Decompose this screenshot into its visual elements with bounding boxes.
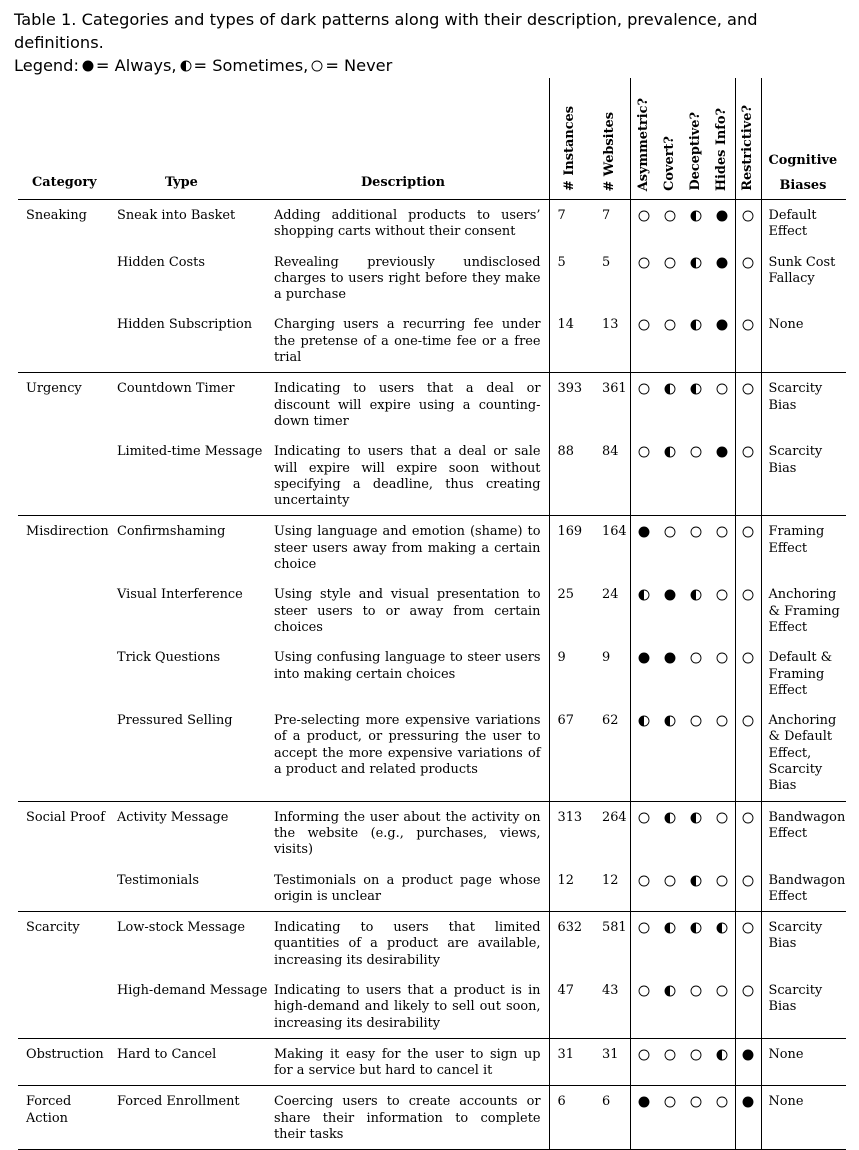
empty-circle-icon (742, 319, 754, 331)
empty-circle-icon (742, 210, 754, 222)
half-circle-icon (716, 922, 728, 934)
row-deceptive-never (683, 516, 709, 579)
table-row (18, 912, 846, 975)
row-instances: 9 (549, 642, 590, 705)
row-description: Charging users a recurring fee under the pretense of a one-time fee or a free trial (268, 309, 549, 372)
row-instances: 632 (549, 912, 590, 975)
row-hides-info-never (709, 975, 735, 1038)
row-restrictive-never (735, 642, 761, 705)
empty-circle-icon (638, 922, 650, 934)
empty-circle-icon (742, 812, 754, 824)
row-asymmetric-never (630, 247, 657, 310)
row-type: Trick Questions (117, 650, 221, 666)
row-cognitive-biases (761, 247, 846, 310)
half-circle-icon (638, 715, 650, 727)
row-restrictive-never (735, 436, 761, 516)
row-deceptive-never (683, 1038, 709, 1086)
header-covert: Covert? (657, 78, 683, 200)
row-cognitive-biases (761, 200, 846, 247)
row-biases-text: Bandwagon Effect (768, 809, 846, 841)
row-type: Testimonials (111, 865, 268, 912)
row-restrictive-never (735, 309, 761, 372)
empty-circle-icon (716, 652, 728, 664)
row-deceptive-never (683, 642, 709, 705)
header-hides-info: Hides Info? (709, 78, 735, 200)
row-hides-info-sometimes (709, 1038, 735, 1086)
row-biases-text: None (768, 317, 804, 333)
half-circle-icon (690, 383, 702, 395)
empty-circle-icon (664, 319, 676, 331)
row-biases-text: Framing Effect (768, 524, 825, 556)
empty-circle-icon (742, 526, 754, 538)
table-row (18, 1038, 846, 1086)
row-websites: 581 (590, 912, 630, 975)
row-type: Hidden Subscription (111, 309, 268, 372)
row-cognitive-biases (761, 1038, 846, 1086)
filled-circle-icon (638, 526, 650, 538)
row-deceptive-sometimes (683, 373, 709, 436)
row-covert-never (657, 309, 683, 372)
row-websites: 164 (590, 516, 630, 579)
filled-circle-icon (716, 257, 728, 269)
row-type: Forced Enrollment (111, 1086, 268, 1150)
filled-circle-icon (664, 589, 676, 601)
empty-circle-icon (664, 875, 676, 887)
row-asymmetric-never (630, 309, 657, 372)
half-circle-icon (664, 812, 676, 824)
row-restrictive-never (735, 865, 761, 912)
legend-never: = Never (325, 56, 393, 75)
empty-circle-icon (690, 1049, 702, 1061)
empty-circle-icon (742, 652, 754, 664)
row-websites: 13 (590, 309, 630, 372)
empty-circle-icon (742, 922, 754, 934)
table-row (18, 705, 846, 801)
empty-circle-icon (716, 1096, 728, 1108)
row-cognitive-biases (761, 975, 846, 1038)
empty-circle-icon (742, 875, 754, 887)
row-asymmetric-never (630, 373, 657, 436)
half-circle-icon (664, 383, 676, 395)
row-websites: 6 (590, 1086, 630, 1150)
legend-prefix: Legend: (14, 56, 79, 75)
row-category (18, 436, 111, 516)
row-biases-text: Sunk Cost Fallacy (768, 254, 836, 286)
row-category (18, 247, 111, 310)
empty-circle-icon (716, 812, 728, 824)
row-websites: 9 (602, 650, 611, 666)
row-category (18, 705, 111, 801)
row-deceptive-sometimes (683, 200, 709, 247)
filled-circle-icon (664, 652, 676, 664)
row-cognitive-biases (761, 642, 846, 705)
row-deceptive-never (683, 975, 709, 1038)
row-description: Making it easy for the user to sign up for a service but hard to cancel it (268, 1038, 549, 1086)
empty-circle-icon (664, 526, 676, 538)
row-description: Indicating to users that a deal or discount will expire using a counting-down timer (268, 373, 549, 436)
row-covert-never (657, 1086, 683, 1150)
empty-circle-icon (664, 210, 676, 222)
row-hides-info-sometimes (709, 912, 735, 975)
header-asymmetric: Asymmetric? (630, 78, 657, 200)
table-row (18, 642, 846, 705)
row-category: Obstruction (18, 1038, 111, 1086)
row-type: High-demand Message (111, 975, 268, 1038)
row-restrictive-never (735, 801, 761, 864)
row-instances: 5 (549, 247, 590, 310)
row-websites: 43 (590, 975, 630, 1038)
row-hides-info-never (709, 865, 735, 912)
row-covert-sometimes (657, 912, 683, 975)
empty-circle-icon (716, 985, 728, 997)
row-hides-info-never (709, 579, 735, 642)
row-description: Revealing previously undisclosed charges to users right before they make a purchase (274, 254, 541, 303)
row-deceptive-sometimes (683, 309, 709, 372)
row-instances: 313 (549, 801, 590, 864)
row-biases-text: Scarcity Bias (768, 982, 823, 1015)
half-circle-icon (690, 875, 702, 887)
table-row (18, 865, 846, 912)
row-deceptive-never (683, 436, 709, 516)
row-hides-info-never (709, 642, 735, 705)
empty-circle-icon (716, 526, 728, 538)
row-hides-info-always (709, 309, 735, 372)
row-covert-never (657, 200, 683, 247)
empty-circle-icon (742, 257, 754, 269)
table-row (18, 309, 846, 372)
row-asymmetric-sometimes (630, 705, 657, 801)
row-hides-info-always (709, 436, 735, 516)
row-category: Scarcity (18, 912, 111, 975)
row-deceptive-never (683, 705, 709, 801)
row-category (18, 309, 111, 372)
row-hides-info-always (709, 200, 735, 247)
row-asymmetric-never (630, 975, 657, 1038)
row-deceptive-sometimes (683, 912, 709, 975)
empty-circle-icon (638, 812, 650, 824)
filled-circle-icon (742, 1049, 754, 1061)
row-instances: 25 (549, 579, 590, 642)
caption-legend (14, 54, 850, 77)
half-circle-icon (690, 922, 702, 934)
row-asymmetric-never (630, 200, 657, 247)
row-websites: 31 (590, 1038, 630, 1086)
row-type: Limited-time Message (111, 436, 268, 516)
row-restrictive-never (735, 912, 761, 975)
row-description: Indicating to users that a product is in high-demand and likely to sell out soon, increasing its desirability (268, 975, 549, 1038)
filled-circle-icon (716, 210, 728, 222)
empty-circle-icon (638, 319, 650, 331)
row-cognitive-biases (761, 801, 846, 864)
empty-circle-icon (311, 60, 323, 72)
header-deceptive: Deceptive? (683, 78, 709, 200)
row-instances: 6 (549, 1086, 590, 1150)
row-cognitive-biases (761, 912, 846, 975)
row-asymmetric-always (630, 516, 657, 579)
half-circle-icon (180, 60, 192, 72)
row-biases-text: Bandwagon Effect (768, 872, 846, 904)
row-hides-info-never (709, 373, 735, 436)
row-asymmetric-sometimes (630, 579, 657, 642)
legend-always: = Always, (95, 56, 177, 75)
row-category (18, 975, 111, 1038)
table-row (18, 1086, 846, 1150)
empty-circle-icon (742, 446, 754, 458)
header-type: Type (111, 78, 268, 200)
empty-circle-icon (638, 875, 650, 887)
row-category (18, 579, 111, 642)
empty-circle-icon (742, 715, 754, 727)
half-circle-icon (716, 1049, 728, 1061)
table-row (18, 373, 846, 436)
row-asymmetric-never (630, 436, 657, 516)
row-restrictive-never (735, 200, 761, 247)
empty-circle-icon (690, 446, 702, 458)
row-covert-sometimes (657, 975, 683, 1038)
row-cognitive-biases (761, 1086, 846, 1150)
filled-circle-icon (742, 1096, 754, 1108)
row-covert-sometimes (657, 373, 683, 436)
row-hides-info-never (709, 516, 735, 579)
row-instances: 7 (549, 200, 590, 247)
table-row (18, 516, 846, 579)
row-hides-info-never (709, 1086, 735, 1150)
empty-circle-icon (638, 446, 650, 458)
row-cognitive-biases (761, 373, 846, 436)
row-category: Sneaking (18, 200, 111, 247)
row-category (18, 642, 111, 705)
half-circle-icon (690, 812, 702, 824)
row-covert-sometimes (657, 705, 683, 801)
row-covert-never (657, 516, 683, 579)
row-restrictive-never (735, 579, 761, 642)
row-instances: 169 (549, 516, 590, 579)
row-type: Activity Message (111, 801, 268, 864)
row-type: Countdown Timer (111, 373, 268, 436)
row-type: Pressured Selling (111, 705, 268, 801)
caption-title: Table 1. Categories and types of dark patterns along with their description, prevalence, and definitions. (14, 10, 758, 52)
empty-circle-icon (716, 875, 728, 887)
empty-circle-icon (690, 526, 702, 538)
row-websites: 12 (590, 865, 630, 912)
row-restrictive-never (735, 516, 761, 579)
row-restrictive-never (735, 247, 761, 310)
empty-circle-icon (638, 210, 650, 222)
row-category: Misdirection (18, 516, 111, 579)
row-description: Adding additional products to users’ shopping carts without their consent (268, 200, 549, 247)
row-biases-text: Default & Framing Effect (768, 650, 833, 698)
row-asymmetric-never (630, 1038, 657, 1086)
row-biases-text: Scarcity Bias (768, 920, 823, 952)
empty-circle-icon (664, 257, 676, 269)
row-websites: 264 (590, 801, 630, 864)
row-websites: 84 (590, 436, 630, 516)
row-asymmetric-never (630, 865, 657, 912)
row-description: Pre-selecting more expensive variations of a product, or pressuring the user to accept the more expensive variations of a product and related products (268, 705, 549, 801)
table-row (18, 579, 846, 642)
row-websites: 7 (590, 200, 630, 247)
header-category: Category (18, 78, 111, 200)
row-covert-never (657, 865, 683, 912)
filled-circle-icon (638, 652, 650, 664)
table-row (18, 801, 846, 864)
row-deceptive-sometimes (683, 865, 709, 912)
empty-circle-icon (716, 715, 728, 727)
half-circle-icon (664, 922, 676, 934)
row-restrictive-never (735, 373, 761, 436)
row-type: Confirmshaming (111, 516, 268, 579)
row-restrictive-never (735, 705, 761, 801)
row-covert-always (657, 642, 683, 705)
row-covert-never (657, 247, 683, 310)
row-description: Using language and emotion (shame) to steer users away from making a certain choice (268, 516, 549, 579)
header-instances: # Instances (549, 78, 590, 200)
half-circle-icon (690, 257, 702, 269)
row-description: Indicating to users that a deal or sale will expire will expire soon without specifying a deadline, thus creating uncertainty (268, 436, 549, 516)
table-caption (14, 8, 850, 77)
empty-circle-icon (664, 1049, 676, 1061)
row-category: Urgency (18, 373, 111, 436)
row-deceptive-sometimes (683, 247, 709, 310)
row-instances: 12 (549, 865, 590, 912)
header-description: Description (268, 78, 549, 200)
empty-circle-icon (742, 383, 754, 395)
row-cognitive-biases (761, 309, 846, 372)
row-instances: 14 (549, 309, 590, 372)
empty-circle-icon (690, 1096, 702, 1108)
empty-circle-icon (742, 985, 754, 997)
row-asymmetric-always (630, 1086, 657, 1150)
row-websites: 5 (602, 254, 611, 270)
row-type: Low-stock Message (111, 912, 268, 975)
half-circle-icon (664, 715, 676, 727)
row-type: Hidden Costs (117, 254, 205, 270)
row-websites: 361 (590, 373, 630, 436)
row-instances: 47 (549, 975, 590, 1038)
table-row (18, 247, 846, 310)
half-circle-icon (690, 589, 702, 601)
row-description: Using style and visual presentation to steer users to or away from certain choices (274, 587, 541, 635)
row-cognitive-biases (761, 705, 846, 801)
half-circle-icon (664, 446, 676, 458)
row-asymmetric-always (630, 642, 657, 705)
row-category (18, 865, 111, 912)
row-description: Using confusing language to steer users into making certain choices (274, 650, 541, 682)
row-biases-text: Anchoring & Default Effect, Scarcity Bias (768, 713, 837, 794)
row-covert-never (657, 1038, 683, 1086)
empty-circle-icon (638, 257, 650, 269)
row-hides-info-never (709, 705, 735, 801)
row-deceptive-sometimes (683, 579, 709, 642)
row-description: Indicating to users that limited quantities of a product are available, increasing its desirability (268, 912, 549, 975)
row-type: Sneak into Basket (111, 200, 268, 247)
row-deceptive-never (683, 1086, 709, 1150)
row-type: Hard to Cancel (111, 1038, 268, 1086)
filled-circle-icon (82, 60, 94, 72)
row-restrictive-always (735, 1086, 761, 1150)
filled-circle-icon (716, 319, 728, 331)
empty-circle-icon (690, 985, 702, 997)
empty-circle-icon (638, 383, 650, 395)
table-row (18, 975, 846, 1038)
half-circle-icon (664, 985, 676, 997)
header-websites: # Websites (590, 78, 630, 200)
row-cognitive-biases (761, 516, 846, 579)
row-biases-text: Scarcity Bias (768, 381, 823, 413)
header-row (18, 78, 846, 200)
table-body (18, 200, 846, 1150)
filled-circle-icon (638, 1096, 650, 1108)
filled-circle-icon (716, 446, 728, 458)
empty-circle-icon (664, 1096, 676, 1108)
row-type: Visual Interference (117, 587, 243, 603)
empty-circle-icon (742, 589, 754, 601)
row-instances: 393 (549, 373, 590, 436)
row-biases-text: Scarcity Bias (768, 444, 823, 476)
row-websites: 62 (590, 705, 630, 801)
row-biases-text: None (768, 1046, 804, 1062)
row-instances: 31 (549, 1038, 590, 1086)
row-category: Forced Action (18, 1086, 111, 1150)
row-covert-always (657, 579, 683, 642)
row-description: Testimonials on a product page whose origin is unclear (268, 865, 549, 912)
row-hides-info-never (709, 801, 735, 864)
legend-sometimes: = Sometimes, (193, 56, 309, 75)
dark-patterns-table (18, 78, 846, 1150)
row-restrictive-always (735, 1038, 761, 1086)
row-restrictive-never (735, 975, 761, 1038)
row-websites: 24 (602, 587, 619, 603)
row-biases-text: Default Effect (768, 208, 817, 240)
row-description: Informing the user about the activity on the website (e.g., purchases, views, visits) (268, 801, 549, 864)
row-deceptive-sometimes (683, 801, 709, 864)
row-covert-sometimes (657, 801, 683, 864)
row-instances: 88 (549, 436, 590, 516)
row-biases-text: None (768, 1094, 804, 1110)
row-category: Social Proof (18, 801, 111, 864)
table-row (18, 436, 846, 516)
header-restrictive: Restrictive? (735, 78, 761, 200)
half-circle-icon (690, 210, 702, 222)
row-cognitive-biases (761, 865, 846, 912)
row-biases-text: Anchoring & Framing Effect (768, 587, 840, 635)
row-description: Coercing users to create accounts or share their information to complete their tasks (268, 1086, 549, 1150)
row-hides-info-always (709, 247, 735, 310)
empty-circle-icon (716, 589, 728, 601)
empty-circle-icon (690, 652, 702, 664)
empty-circle-icon (638, 985, 650, 997)
header-cognitive-biases: Cognitive Biases (761, 78, 846, 200)
empty-circle-icon (638, 1049, 650, 1061)
half-circle-icon (690, 319, 702, 331)
empty-circle-icon (716, 383, 728, 395)
row-cognitive-biases (761, 436, 846, 516)
row-instances: 67 (549, 705, 590, 801)
table-row (18, 200, 846, 247)
row-cognitive-biases (761, 579, 846, 642)
row-covert-sometimes (657, 436, 683, 516)
empty-circle-icon (690, 715, 702, 727)
row-asymmetric-never (630, 801, 657, 864)
half-circle-icon (638, 589, 650, 601)
row-asymmetric-never (630, 912, 657, 975)
